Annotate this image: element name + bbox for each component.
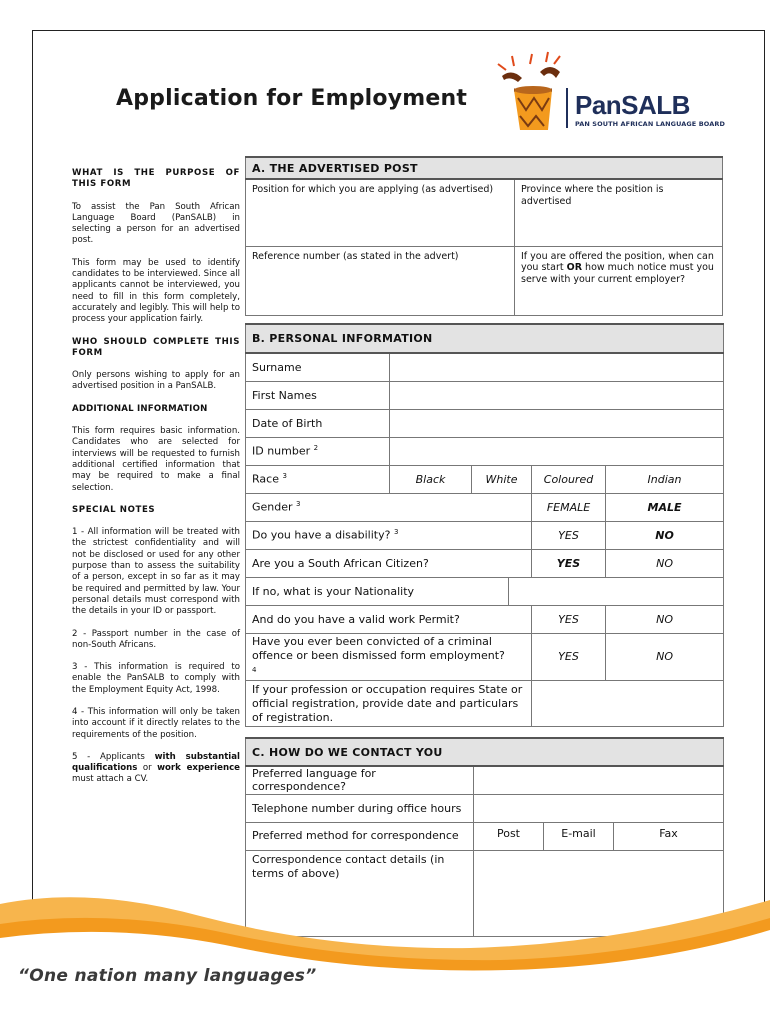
note-2: 2 - Passport number in the case of non-South Africans. [72, 628, 240, 650]
note-5-e: must attach a CV. [72, 774, 149, 785]
gender-male[interactable]: MALE [606, 493, 724, 521]
purpose-heading: WHAT IS THE PURPOSE OF THIS FORM [72, 168, 240, 190]
slogan: “One nation many languages” [18, 966, 317, 986]
race-coloured[interactable]: Coloured [532, 465, 606, 493]
first-names-input[interactable] [390, 381, 724, 409]
permit-no[interactable]: NO [606, 605, 724, 633]
race-label-text: Race [252, 472, 279, 486]
special-notes-heading: SPECIAL NOTES [72, 504, 156, 515]
telephone-input[interactable] [474, 794, 724, 822]
method-label: Preferred method for correspondence [246, 822, 474, 850]
first-names-label: First Names [246, 381, 390, 409]
race-black[interactable]: Black [390, 465, 472, 493]
telephone-label: Telephone number during office hours [246, 794, 474, 822]
who-text: Only persons wishing to apply for an advertised position in a PanSALB. [72, 370, 240, 392]
reference-field[interactable]: Reference number (as stated in the advert) [246, 246, 515, 315]
nationality-label: If no, what is your Nationality [246, 577, 509, 605]
convicted-label [246, 633, 532, 681]
logo-divider [566, 88, 568, 128]
section-a-header: A. THE ADVERTISED POST [246, 157, 723, 179]
disability-no[interactable]: NO [606, 521, 724, 549]
purpose-text: To assist the Pan South African Language Board (PanSALB) in selecting a person for an advertised post. [72, 201, 240, 246]
language-label: Preferred language for correspondence? [246, 766, 474, 794]
section-b-header: B. PERSONAL INFORMATION [246, 324, 724, 353]
surname-input[interactable] [390, 353, 724, 381]
disability-label-text: Do you have a disability? [252, 528, 391, 542]
instructions-column [72, 168, 240, 797]
method-post[interactable]: Post [474, 822, 544, 850]
dob-label: Date of Birth [246, 409, 390, 437]
surname-label: Surname [246, 353, 390, 381]
page-title: Application for Employment [116, 86, 468, 111]
registration-input[interactable] [532, 681, 724, 727]
notice-text-b: how much notice must you serve with your current employer? [521, 262, 714, 285]
footer-wave [0, 890, 770, 1024]
language-input[interactable] [474, 766, 724, 794]
disability-label [246, 521, 532, 549]
note-5 [72, 752, 240, 786]
who-heading: WHO SHOULD COMPLETE THIS FORM [72, 336, 240, 358]
province-field[interactable]: Province where the position is advertised [515, 179, 723, 246]
purpose-text-2: This form may be used to identify candidates to be interviewed. Since all applicants cannot be interviewed, you need to fill in this form completely, accurately and legibly. This will help to process your application fairly. [72, 257, 240, 325]
method-email[interactable]: E-mail [544, 822, 614, 850]
convicted-no[interactable]: NO [606, 633, 724, 681]
gender-female[interactable]: FEMALE [532, 493, 606, 521]
logo-name: PanSALB [575, 90, 690, 120]
note-4: 4 - This information will only be taken into account if it directly relates to the requirements of the position. [72, 706, 240, 740]
position-field[interactable]: Position for which you are applying (as advertised) [246, 179, 515, 246]
id-label-text: ID number [252, 444, 311, 458]
logo-subtitle: PAN SOUTH AFRICAN LANGUAGE BOARD [575, 120, 725, 128]
additional-text: This form requires basic information. Candidates who are selected for interviews will be requested to furnish additional certified information that may be required to make a final selection. [72, 426, 240, 493]
convicted-label-text: Have you ever been convicted of a criminal offence or been dismissed form employment? [252, 634, 505, 662]
note-5-a: 5 - Applicants [72, 751, 155, 762]
dob-input[interactable] [390, 409, 724, 437]
race-label [246, 465, 390, 493]
permit-yes[interactable]: YES [532, 605, 606, 633]
note-5-d: work experience [157, 763, 240, 774]
gender-label-text: Gender [252, 500, 293, 514]
convicted-yes[interactable]: YES [532, 633, 606, 681]
race-white[interactable]: White [472, 465, 532, 493]
id-note: 2 [313, 444, 319, 453]
notice-or: OR [566, 262, 583, 273]
gender-note: 3 [296, 500, 301, 509]
permit-label: And do you have a valid work Permit? [246, 605, 532, 633]
race-note: 3 [282, 472, 287, 481]
disability-yes[interactable]: YES [532, 521, 606, 549]
section-b-table [245, 323, 724, 727]
nationality-input[interactable] [509, 577, 724, 605]
id-input[interactable] [390, 437, 724, 465]
disability-note: 3 [393, 528, 399, 537]
details-label: Correspondence contact details (in terms of above) [246, 850, 474, 936]
additional-heading: ADDITIONAL INFORMATION [72, 403, 208, 414]
notice-text-a: If you are offered the position, when can you start [521, 250, 714, 273]
method-fax[interactable]: Fax [614, 822, 724, 850]
section-a-table [245, 156, 723, 316]
race-indian[interactable]: Indian [606, 465, 724, 493]
section-c-header: C. HOW DO WE CONTACT YOU [246, 738, 724, 766]
note-1: 1 - All information will be treated with the strictest confidentiality and will not be disclosed or used for any other purpose than to assess the suitability of a person, except in so far as it may be required and permitted by law. Your personal details must correspond with the details in your ID or passport. [72, 527, 240, 617]
notice-field[interactable] [515, 246, 723, 315]
gender-label [246, 493, 532, 521]
note-5-b: with substantial qualifications [72, 751, 240, 774]
id-label [246, 437, 390, 465]
citizen-label: Are you a South African Citizen? [246, 549, 532, 577]
note-5-c: or [137, 763, 158, 774]
registration-label: If your profession or occupation requires State or official registration, provide date and particulars of registration. [246, 681, 532, 727]
note-3: 3 - This information is required to enable the PanSALB to comply with the Employment Equity Act, 1998. [72, 662, 240, 695]
citizen-yes[interactable]: YES [532, 549, 606, 577]
convicted-note: 4 [252, 665, 257, 674]
citizen-no[interactable]: NO [606, 549, 724, 577]
